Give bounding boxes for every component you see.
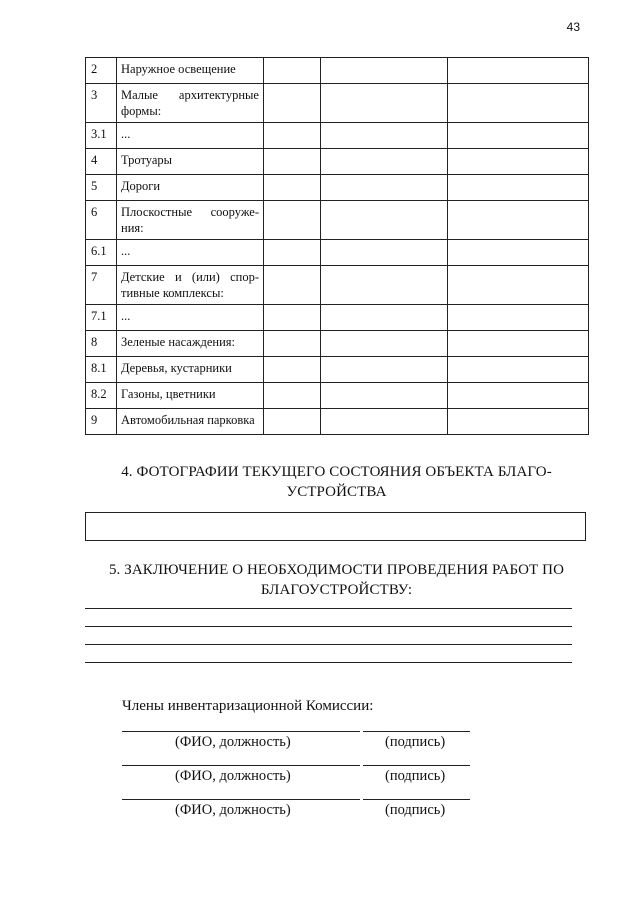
section-4-title-line-1: 4. ФОТОГРАФИИ ТЕКУЩЕГО СОСТОЯНИЯ ОБЪЕКТА БЛАГО-: [121, 464, 552, 480]
empty-cell: [448, 123, 589, 149]
row-name: Деревья, кустарники: [117, 357, 264, 383]
row-name: Плоскостные сооруже-ния:: [117, 201, 264, 240]
table-row: [86, 84, 589, 123]
fio-caption-3: (ФИО, должность): [175, 802, 291, 818]
row-number: 9: [86, 409, 117, 435]
fio-line-3: [122, 799, 360, 800]
empty-cell: [448, 409, 589, 435]
empty-cell: [264, 357, 321, 383]
empty-cell: [264, 58, 321, 84]
empty-cell: [448, 58, 589, 84]
conclusion-line-4: [85, 662, 572, 663]
empty-cell: [448, 240, 589, 266]
empty-cell: [264, 201, 321, 240]
signature-line-3: [363, 799, 470, 800]
empty-cell: [321, 266, 448, 305]
table-row: [86, 331, 589, 357]
empty-cell: [448, 331, 589, 357]
signature-caption-1: (подпись): [385, 734, 446, 750]
empty-cell: [264, 266, 321, 305]
table-row: [86, 266, 589, 305]
row-name: Малые архитектурные формы:: [117, 84, 264, 123]
conclusion-line-3: [85, 644, 572, 645]
empty-cell: [264, 383, 321, 409]
empty-cell: [321, 305, 448, 331]
empty-cell: [264, 175, 321, 201]
empty-cell: [448, 201, 589, 240]
photo-box: [85, 512, 586, 541]
table-row: [86, 201, 589, 240]
section-5-title-line-2: БЛАГОУСТРОЙСТВУ:: [260, 582, 413, 598]
row-name: ...: [117, 123, 264, 149]
section-5-title: [85, 560, 588, 600]
row-number: 8.1: [86, 357, 117, 383]
empty-cell: [321, 123, 448, 149]
section-4-title-line-2: УСТРОЙСТВА: [286, 484, 387, 500]
row-number: 8: [86, 331, 117, 357]
empty-cell: [264, 84, 321, 123]
row-number: 5: [86, 175, 117, 201]
section-5-title-line-1: 5. ЗАКЛЮЧЕНИЕ О НЕОБХОДИМОСТИ ПРОВЕДЕНИЯ РАБОТ ПО: [108, 562, 565, 578]
conclusion-line-2: [85, 626, 572, 627]
table-row: [86, 357, 589, 383]
empty-cell: [321, 58, 448, 84]
row-number: 4: [86, 149, 117, 175]
table-row: [86, 149, 589, 175]
empty-cell: [448, 357, 589, 383]
inventory-table: [85, 57, 589, 435]
page-number: 43: [566, 20, 580, 34]
signature-caption-2: (подпись): [385, 768, 446, 784]
row-name: ...: [117, 240, 264, 266]
row-name: Наружное освещение: [117, 58, 264, 84]
table-row: [86, 409, 589, 435]
fio-caption-2: (ФИО, должность): [175, 768, 291, 784]
empty-cell: [264, 149, 321, 175]
empty-cell: [321, 331, 448, 357]
signature-line-2: [363, 765, 470, 766]
fio-line-2: [122, 765, 360, 766]
empty-cell: [448, 305, 589, 331]
table-row: [86, 58, 589, 84]
row-number: 7.1: [86, 305, 117, 331]
empty-cell: [264, 123, 321, 149]
row-number: 6.1: [86, 240, 117, 266]
signature-caption-3: (подпись): [385, 802, 446, 818]
table-row: [86, 305, 589, 331]
commission-label: Члены инвентаризационной Комиссии:: [122, 698, 374, 714]
table-row: [86, 175, 589, 201]
empty-cell: [448, 383, 589, 409]
conclusion-line-1: [85, 608, 572, 609]
row-number: 8.2: [86, 383, 117, 409]
row-name: Автомобильная парковка: [117, 409, 264, 435]
empty-cell: [264, 409, 321, 435]
row-number: 3.1: [86, 123, 117, 149]
row-name: Дороги: [117, 175, 264, 201]
empty-cell: [448, 175, 589, 201]
empty-cell: [448, 266, 589, 305]
fio-line-1: [122, 731, 360, 732]
empty-cell: [321, 383, 448, 409]
empty-cell: [448, 84, 589, 123]
table-row: [86, 240, 589, 266]
section-4-title: [85, 462, 588, 502]
empty-cell: [321, 175, 448, 201]
row-name: Зеленые насаждения:: [117, 331, 264, 357]
row-number: 6: [86, 201, 117, 240]
row-number: 3: [86, 84, 117, 123]
row-name: Газоны, цветники: [117, 383, 264, 409]
fio-caption-1: (ФИО, должность): [175, 734, 291, 750]
table-row: [86, 123, 589, 149]
empty-cell: [264, 305, 321, 331]
row-number: 2: [86, 58, 117, 84]
empty-cell: [321, 240, 448, 266]
empty-cell: [448, 149, 589, 175]
empty-cell: [264, 240, 321, 266]
table-row: [86, 383, 589, 409]
row-number: 7: [86, 266, 117, 305]
empty-cell: [264, 331, 321, 357]
empty-cell: [321, 357, 448, 383]
empty-cell: [321, 201, 448, 240]
empty-cell: [321, 149, 448, 175]
row-name: Детские и (или) спор-тивные комплексы:: [117, 266, 264, 305]
row-name: ...: [117, 305, 264, 331]
empty-cell: [321, 84, 448, 123]
row-name: Тротуары: [117, 149, 264, 175]
signature-line-1: [363, 731, 470, 732]
empty-cell: [321, 409, 448, 435]
